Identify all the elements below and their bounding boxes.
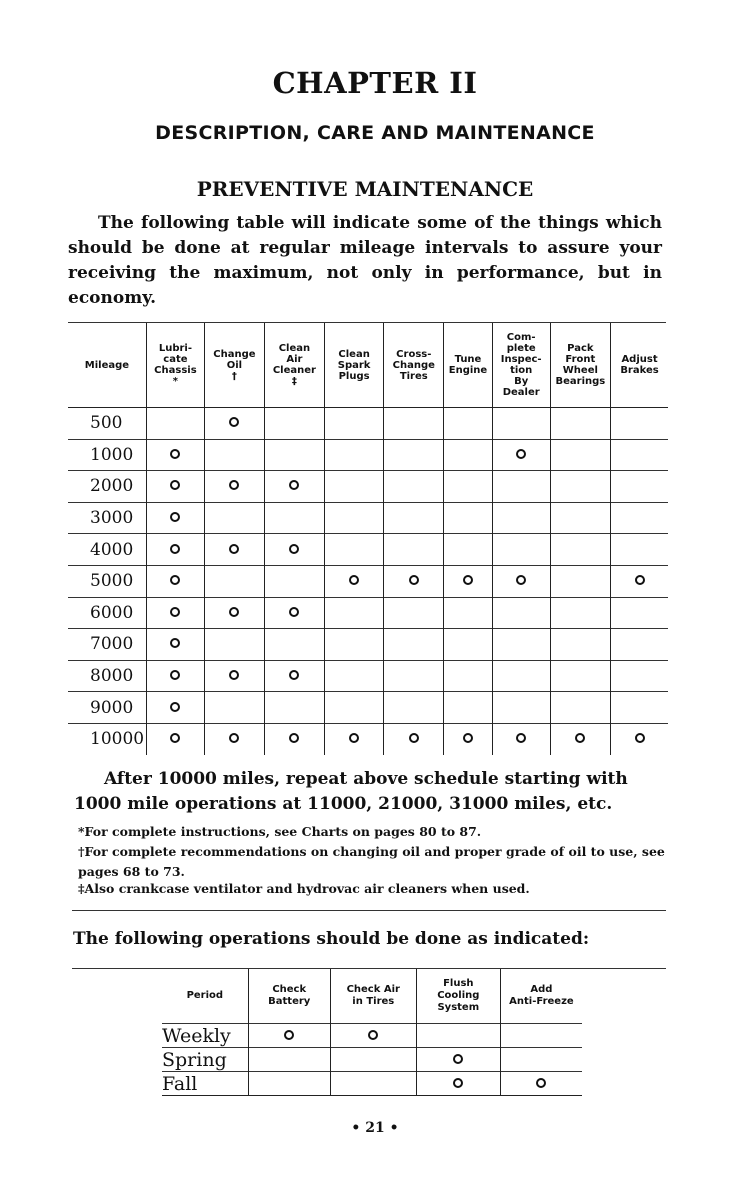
header-line: plete [506,343,536,354]
schedule-cell [492,597,550,629]
maintenance-column-header [384,323,444,408]
schedule-cell [324,723,383,754]
schedule-cell [550,565,610,597]
schedule-cell [492,408,550,440]
schedule-cell [550,629,610,661]
mileage-label: 7000 [68,629,146,661]
circle-mark-icon [349,575,359,585]
header-line: Cleaner [272,365,316,376]
mileage-label: 5000 [68,565,146,597]
circle-mark-icon [170,733,180,743]
table-row [68,629,668,661]
schedule-cell [611,629,668,661]
schedule-cell [492,692,550,724]
header-line: Battery [268,996,311,1007]
seasonal-table-body [162,1024,582,1096]
schedule-cell [550,534,610,566]
schedule-cell [264,692,324,724]
schedule-cell [324,565,383,597]
schedule-cell [384,723,444,754]
schedule-cell [611,597,668,629]
header-line: Plugs [338,370,370,382]
schedule-cell [204,597,264,629]
circle-mark-icon [289,670,299,680]
header-line: Chassis [154,365,197,376]
circle-mark-icon [453,1078,463,1088]
seasonal-table [162,969,582,1096]
schedule-cell [324,471,383,503]
circle-mark-icon [289,480,299,490]
header-line: Wheel [562,365,598,376]
header-line: tion [510,365,533,376]
table-row [68,692,668,724]
circle-mark-icon [463,575,473,585]
period-label: Fall [162,1072,248,1096]
table-row [68,439,668,471]
maintenance-column-header [324,323,383,408]
circle-mark-icon [170,480,180,490]
divider [72,910,666,911]
header-line: Anti-Freeze [509,996,574,1007]
schedule-cell [204,629,264,661]
header-line: Add [530,984,553,995]
schedule-cell [264,565,324,597]
table-row [162,1024,582,1048]
maintenance-column-header [68,323,146,408]
schedule-cell [444,597,492,629]
schedule-cell [264,408,324,440]
schedule-cell [550,597,610,629]
circle-mark-icon [170,544,180,554]
schedule-cell [264,439,324,471]
schedule-cell [492,534,550,566]
schedule-cell [204,660,264,692]
header-line: cate [163,354,188,365]
schedule-cell [611,534,668,566]
circle-mark-icon [229,670,239,680]
circle-mark-icon [368,1030,378,1040]
mileage-label: 2000 [68,471,146,503]
schedule-cell [146,565,204,597]
schedule-cell [264,723,324,754]
schedule-cell [384,692,444,724]
schedule-cell [204,471,264,503]
table-row [68,565,668,597]
header-line: Flush [443,978,474,989]
schedule-cell [550,408,610,440]
schedule-cell [324,597,383,629]
header-line: Bearings [555,376,606,387]
mileage-label: 6000 [68,597,146,629]
header-line: Air [286,354,303,365]
circle-mark-icon [409,733,419,743]
circle-mark-icon [229,544,239,554]
schedule-cell [492,660,550,692]
seasonal-table-header [162,969,582,1024]
header-line: Tune [454,354,482,365]
maintenance-column-header [204,323,264,408]
schedule-cell [444,408,492,440]
section-title: PREVENTIVE MAINTENANCE [196,177,534,201]
schedule-cell [204,534,264,566]
circle-mark-icon [289,607,299,617]
seasonal-column-header [330,969,416,1024]
schedule-cell [330,1024,416,1048]
header-line: Oil [226,359,243,371]
header-line: Change [213,348,256,360]
circle-mark-icon [516,449,526,459]
schedule-cell [611,439,668,471]
schedule-cell [492,565,550,597]
schedule-cell [416,1024,500,1048]
mileage-label: 1000 [68,439,146,471]
maintenance-column-header [550,323,610,408]
circle-mark-icon [349,733,359,743]
circle-mark-icon [229,480,239,490]
seasonal-column-header [162,969,248,1024]
header-line: Spark [337,359,371,371]
circle-mark-icon [635,733,645,743]
schedule-cell [611,471,668,503]
schedule-cell [550,692,610,724]
schedule-cell [324,534,383,566]
circle-mark-icon [463,733,473,743]
schedule-cell [416,1048,500,1072]
schedule-cell [146,597,204,629]
header-line: Check Air [346,984,400,995]
schedule-cell [384,439,444,471]
schedule-cell [264,534,324,566]
header-line: Tires [399,370,428,382]
table-row [68,534,668,566]
mileage-label: 500 [68,408,146,440]
schedule-cell [146,408,204,440]
page-number: • 21 • [351,1120,399,1136]
schedule-cell [324,692,383,724]
schedule-cell [324,660,383,692]
schedule-cell [248,1072,330,1096]
mileage-label: 4000 [68,534,146,566]
schedule-cell [384,534,444,566]
schedule-cell [611,692,668,724]
schedule-cell [416,1072,500,1096]
schedule-cell [146,502,204,534]
schedule-cell [146,439,204,471]
footnote-oil: †For complete recommendations on changing oil and proper grade of oil to use, see pages 68 to 73. [78,844,665,879]
schedule-cell [444,565,492,597]
schedule-cell [384,502,444,534]
mileage-label: 8000 [68,660,146,692]
maintenance-table-header [68,323,668,408]
header-line: Cross- [396,348,432,360]
schedule-cell [204,565,264,597]
header-line: Inspec- [500,354,542,365]
seasonal-column-header [500,969,582,1024]
header-line: Lubri- [158,343,192,354]
schedule-cell [330,1072,416,1096]
header-line: Cooling [437,990,480,1001]
schedule-cell [500,1072,582,1096]
mileage-label: 10000 [68,723,146,754]
table-row [68,723,668,754]
header-line: System [437,1002,480,1013]
operations-heading: The following operations should be done as indicated: [73,929,590,949]
schedule-cell [204,439,264,471]
schedule-cell [550,723,610,754]
maintenance-column-header [264,323,324,408]
schedule-cell [146,471,204,503]
schedule-cell [444,692,492,724]
circle-mark-icon [170,670,180,680]
chapter-title: CHAPTER II [272,66,478,100]
schedule-cell [264,597,324,629]
maintenance-column-header [146,323,204,408]
schedule-cell [204,408,264,440]
header-line: Clean [278,343,311,354]
header-line: Com- [506,332,536,343]
schedule-cell [204,502,264,534]
intro-paragraph: The following table will indicate some of the things which should be done at regular mileage intervals to assure your receiving the maximum, not only in performance, but in economy. [68,213,662,308]
maintenance-column-header [611,323,668,408]
schedule-cell [264,502,324,534]
schedule-cell [500,1024,582,1048]
header-line: Change [392,359,435,371]
seasonal-column-header [248,969,330,1024]
schedule-cell [204,692,264,724]
schedule-cell [611,408,668,440]
header-line: * [172,376,179,387]
schedule-cell [384,660,444,692]
schedule-cell [492,471,550,503]
header-line: Dealer [502,387,540,398]
circle-mark-icon [170,607,180,617]
schedule-cell [444,502,492,534]
header-line: Brakes [620,365,659,376]
schedule-cell [550,439,610,471]
schedule-cell [324,629,383,661]
header-line: By [514,376,529,387]
circle-mark-icon [229,417,239,427]
schedule-cell [264,660,324,692]
schedule-cell [146,534,204,566]
header-line: † [231,370,237,382]
schedule-cell [384,565,444,597]
footnote-air-cleaner: ‡Also crankcase ventilator and hydrovac air cleaners when used. [78,881,530,896]
schedule-cell [264,629,324,661]
schedule-cell [146,692,204,724]
circle-mark-icon [453,1054,463,1064]
schedule-cell [384,597,444,629]
circle-mark-icon [536,1078,546,1088]
mileage-label: 9000 [68,692,146,724]
schedule-cell [324,439,383,471]
schedule-cell [248,1024,330,1048]
schedule-cell [330,1048,416,1072]
table-row [68,597,668,629]
schedule-cell [611,502,668,534]
table-row [162,1048,582,1072]
circle-mark-icon [170,702,180,712]
schedule-cell [550,471,610,503]
circle-mark-icon [289,733,299,743]
table-row [68,502,668,534]
header-line: Check [272,984,307,995]
schedule-cell [146,723,204,754]
maintenance-table [68,323,668,755]
circle-mark-icon [170,449,180,459]
circle-mark-icon [284,1030,294,1040]
maintenance-column-header [444,323,492,408]
header-line: Front [565,354,596,365]
header-line: in Tires [352,996,395,1007]
circle-mark-icon [635,575,645,585]
header-line: Pack [567,343,594,354]
schedule-cell [444,629,492,661]
table-row [68,408,668,440]
header-line: Mileage [84,359,130,371]
schedule-cell [444,534,492,566]
circle-mark-icon [575,733,585,743]
footnote-lubrication: *For complete instructions, see Charts on pages 80 to 87. [78,824,482,839]
schedule-cell [444,471,492,503]
circle-mark-icon [516,733,526,743]
schedule-cell [550,502,610,534]
header-line: ‡ [291,376,297,387]
schedule-cell [492,723,550,754]
schedule-cell [492,502,550,534]
schedule-cell [492,439,550,471]
schedule-cell [324,408,383,440]
schedule-cell [611,723,668,754]
header-line: Period [186,990,224,1001]
period-label: Spring [162,1048,248,1072]
schedule-cell [264,471,324,503]
header-line: Clean [338,348,370,360]
schedule-cell [324,502,383,534]
maintenance-table-body [68,408,668,755]
circle-mark-icon [289,544,299,554]
period-label: Weekly [162,1024,248,1048]
circle-mark-icon [229,733,239,743]
circle-mark-icon [516,575,526,585]
schedule-cell [248,1048,330,1072]
schedule-cell [384,471,444,503]
repeat-schedule-note: After 10000 miles, repeat above schedule starting with 1000 mile operations at 11000, 21000, 31000 miles, etc. [74,769,628,814]
schedule-cell [444,723,492,754]
circle-mark-icon [170,512,180,522]
schedule-cell [146,629,204,661]
seasonal-column-header [416,969,500,1024]
schedule-cell [611,660,668,692]
schedule-cell [500,1048,582,1072]
circle-mark-icon [229,607,239,617]
schedule-cell [384,629,444,661]
schedule-cell [611,565,668,597]
circle-mark-icon [170,638,180,648]
chapter-subtitle: DESCRIPTION, CARE AND MAINTENANCE [155,122,595,144]
circle-mark-icon [409,575,419,585]
schedule-cell [146,660,204,692]
schedule-cell [444,439,492,471]
header-line: Engine [448,365,488,376]
schedule-cell [384,408,444,440]
schedule-cell [550,660,610,692]
table-row [162,1072,582,1096]
table-row [68,471,668,503]
mileage-label: 3000 [68,502,146,534]
schedule-cell [444,660,492,692]
table-row [68,660,668,692]
schedule-cell [204,723,264,754]
schedule-cell [492,629,550,661]
circle-mark-icon [170,575,180,585]
maintenance-column-header [492,323,550,408]
header-line: Adjust [621,354,658,365]
